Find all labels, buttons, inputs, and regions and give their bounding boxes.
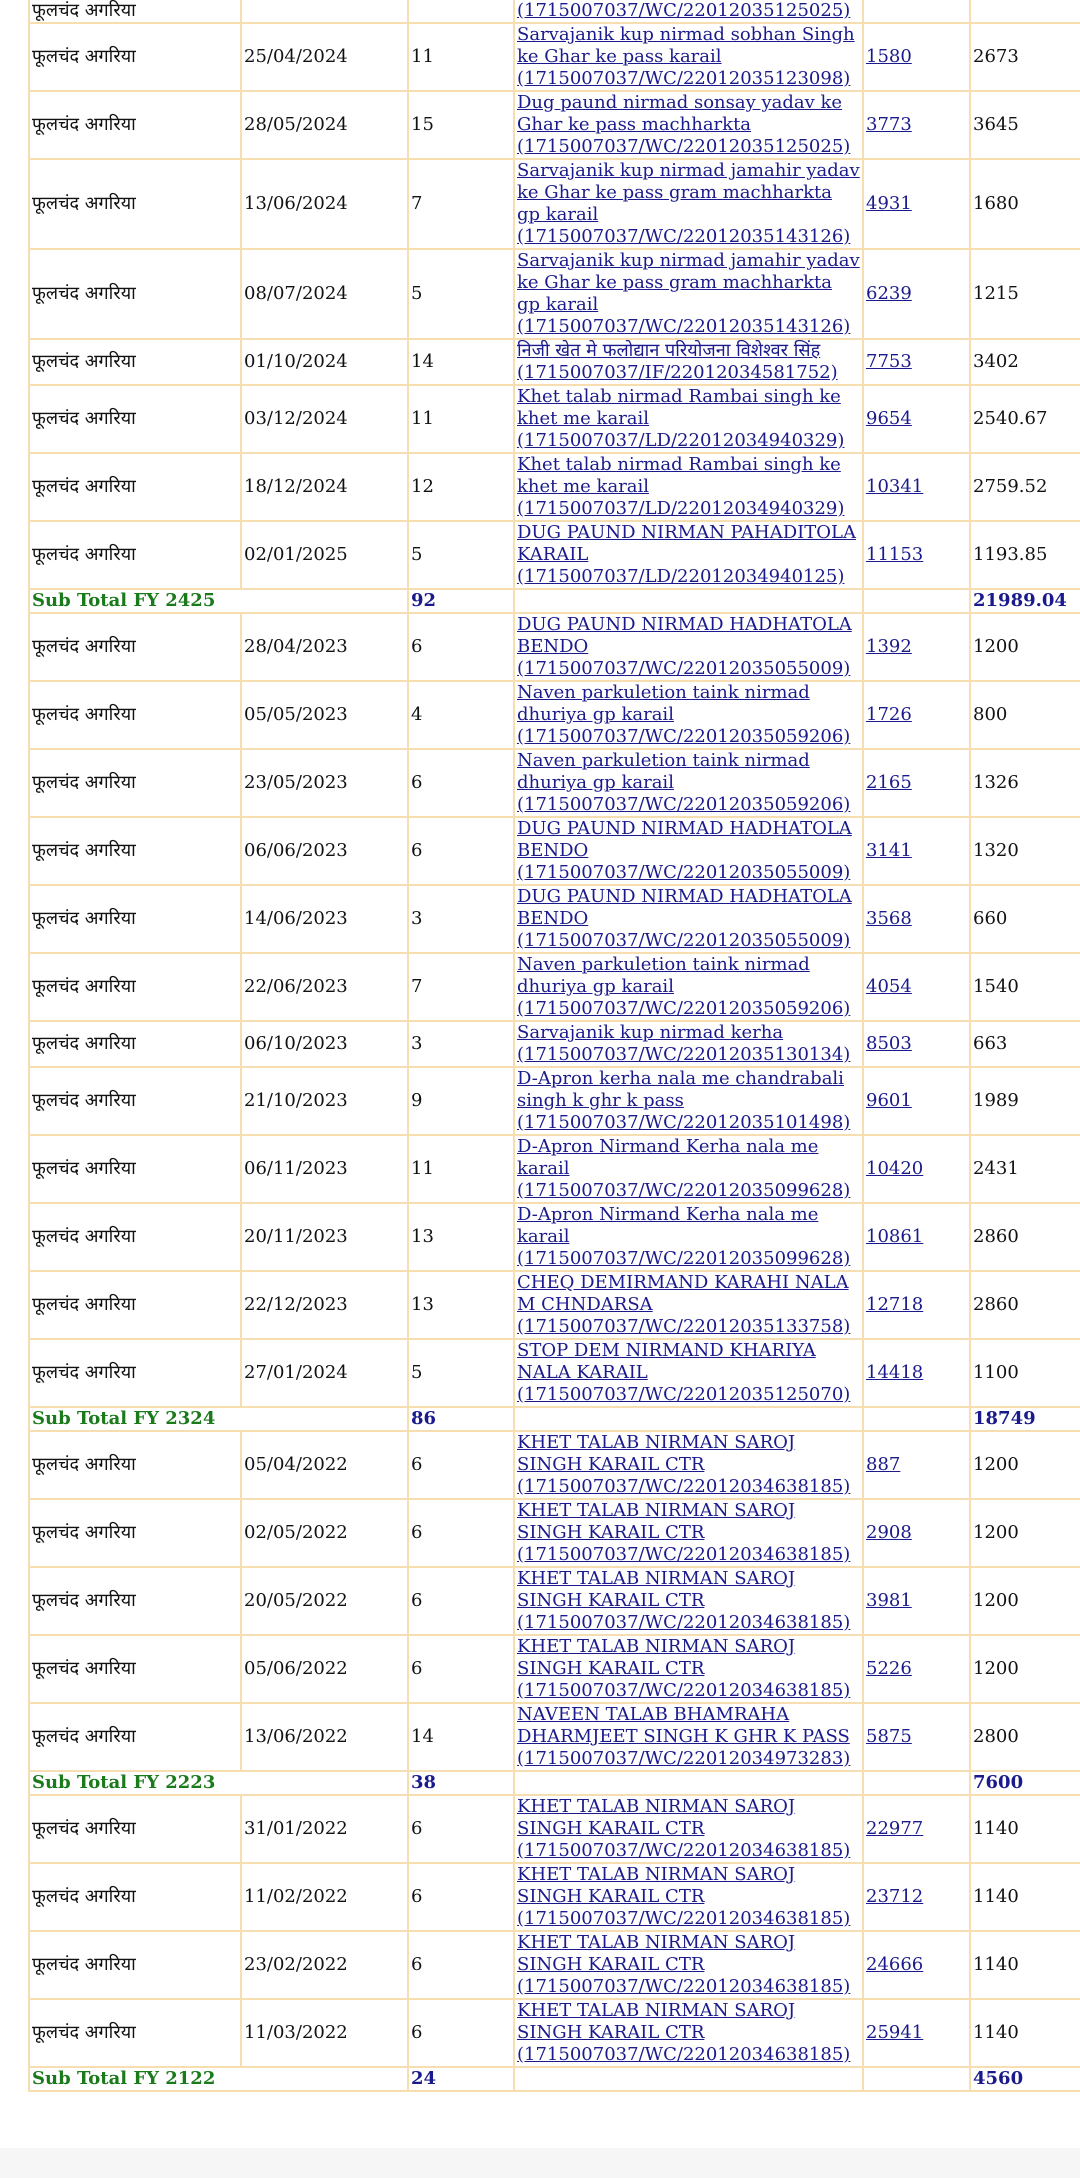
work-cell [514,681,863,749]
worker-name-cell: फूलचंद अगरिया [29,953,241,1021]
amount-cell: 1140 [970,1999,1080,2067]
muster-roll-cell [863,613,970,681]
muster-roll-link[interactable]: 1726 [866,704,912,725]
worker-name-cell: फूलचंद अगरिया [29,885,241,953]
subtotal-empty-cell [863,2067,970,2091]
date-cell: 28/05/2024 [241,91,408,159]
date-cell: 31/01/2022 [241,1795,408,1863]
muster-roll-link[interactable]: 4931 [866,193,912,214]
subtotal-amount: 4560 [970,2067,1080,2091]
work-cell [514,1567,863,1635]
muster-roll-cell [863,1203,970,1271]
days-cell: 6 [408,1999,514,2067]
days-cell: 7 [408,159,514,249]
muster-roll-link[interactable]: 1392 [866,636,912,657]
subtotal-row [29,2067,1080,2091]
muster-roll-cell [863,1067,970,1135]
muster-roll-cell [863,339,970,385]
date-cell: 28/04/2023 [241,613,408,681]
work-cell [514,1703,863,1771]
table-row [29,1499,1080,1567]
worker-name-cell: फूलचंद अगरिया [29,91,241,159]
muster-roll-link[interactable]: 3773 [866,114,912,135]
days-cell: 5 [408,249,514,339]
date-cell: 27/01/2024 [241,1339,408,1407]
table-row [29,1703,1080,1771]
table-row [29,1203,1080,1271]
table-row [29,385,1080,453]
work-cell [514,817,863,885]
work-link[interactable]: Sarvajanik kup nirmad sobhan Singh ke Ghar ke pass karail (1715007037/WC/22012035123098) [517,24,855,89]
days-cell: 4 [408,681,514,749]
work-cell [514,23,863,91]
work-link[interactable]: KHET TALAB NIRMAN SAROJ SINGH KARAIL CTR (1715007037/WC/22012034638185) [517,1796,851,1861]
muster-roll-cell [863,1931,970,1999]
worker-name-cell: फूलचंद अगरिया [29,1067,241,1135]
subtotal-days: 86 [408,1407,514,1431]
worker-name-cell: फूलचंद अगरिया [29,1999,241,2067]
amount-cell: 1140 [970,1931,1080,1999]
days-cell: 5 [408,1339,514,1407]
amount-cell: 1680 [970,159,1080,249]
date-cell: 06/11/2023 [241,1135,408,1203]
work-cell [514,1431,863,1499]
work-cell [514,91,863,159]
date-cell: 06/06/2023 [241,817,408,885]
muster-roll-link[interactable]: 6239 [866,283,912,304]
work-link[interactable]: D-Apron Nirmand Kerha nala me karail (1715007037/WC/22012035099628) [517,1136,851,1201]
muster-roll-cell [863,385,970,453]
subtotal-empty-cell [514,1407,863,1431]
work-cell [514,1931,863,1999]
table-row [29,1271,1080,1339]
muster-roll-link[interactable]: 8503 [866,1033,912,1054]
amount-cell: 1215 [970,249,1080,339]
muster-roll-cell [863,1999,970,2067]
muster-roll-cell [863,0,970,23]
amount-cell: 1140 [970,1863,1080,1931]
subtotal-empty-cell [514,589,863,613]
muster-roll-cell [863,1021,970,1067]
amount-cell: 2431 [970,1135,1080,1203]
work-cell [514,159,863,249]
muster-roll-cell [863,749,970,817]
worker-name-cell: फूलचंद अगरिया [29,159,241,249]
muster-roll-link[interactable]: 2908 [866,1522,912,1543]
table-row [29,1931,1080,1999]
date-cell: 13/06/2024 [241,159,408,249]
table-row [29,749,1080,817]
work-link[interactable]: Naven parkuletion taink nirmad dhuriya gp karail (1715007037/WC/22012035059206) [517,954,851,1019]
work-cell [514,1339,863,1407]
work-link[interactable]: Naven parkuletion taink nirmad dhuriya gp karail (1715007037/WC/22012035059206) [517,750,851,815]
work-cell [514,1021,863,1067]
muster-roll-link[interactable]: 12718 [866,1294,924,1315]
amount-cell: 1193.85 [970,521,1080,589]
muster-roll-link[interactable]: 7753 [866,351,912,372]
work-cell [514,749,863,817]
subtotal-label: Sub Total FY 2223 [29,1771,408,1795]
worker-name-cell: फूलचंद अगरिया [29,339,241,385]
table-row [29,521,1080,589]
amount-cell: 1140 [970,1795,1080,1863]
table-row [29,817,1080,885]
muster-roll-cell [863,249,970,339]
date-cell: 06/10/2023 [241,1021,408,1067]
table-row [29,885,1080,953]
work-cell [514,1499,863,1567]
muster-roll-cell [863,1271,970,1339]
days-cell: 6 [408,1635,514,1703]
muster-roll-cell [863,817,970,885]
date-cell: 22/06/2023 [241,953,408,1021]
amount-cell: 2759.52 [970,453,1080,521]
muster-roll-link[interactable]: 14418 [866,1362,924,1383]
work-cell [514,1863,863,1931]
days-cell: 7 [408,953,514,1021]
days-cell: 11 [408,1135,514,1203]
amount-cell: 2673 [970,23,1080,91]
muster-roll-cell [863,23,970,91]
muster-roll-link[interactable]: 3981 [866,1590,912,1611]
amount-cell: 1200 [970,1567,1080,1635]
muster-roll-cell [863,1863,970,1931]
muster-roll-link[interactable]: 10341 [866,476,924,497]
work-link[interactable]: DUG PAUND NIRMAD HADHATOLA BENDO (1715007037/WC/22012035055009) [517,818,852,883]
table-row [29,613,1080,681]
amount-cell: 2540.67 [970,385,1080,453]
date-cell: 20/05/2022 [241,1567,408,1635]
muster-roll-link[interactable]: 4054 [866,976,912,997]
amount-cell: 1540 [970,953,1080,1021]
work-link[interactable]: Naven parkuletion taink nirmad dhuriya gp karail (1715007037/WC/22012035059206) [517,682,851,747]
days-cell: 3 [408,885,514,953]
date-cell: 13/06/2022 [241,1703,408,1771]
work-link[interactable]: KHET TALAB NIRMAN SAROJ SINGH KARAIL CTR (1715007037/WC/22012034638185) [517,1432,851,1497]
muster-roll-link[interactable]: 22977 [866,1818,924,1839]
work-link[interactable]: KHET TALAB NIRMAN SAROJ SINGH KARAIL CTR (1715007037/WC/22012034638185) [517,1864,851,1929]
work-link[interactable]: KHET TALAB NIRMAN SAROJ SINGH KARAIL CTR (1715007037/WC/22012034638185) [517,1932,851,1997]
work-link[interactable]: DUG PAUND NIRMAD HADHATOLA BENDO (1715007037/WC/22012035055009) [517,886,852,951]
work-link[interactable]: निजी खेत मे फलोद्यान परियोजना विशेश्वर सिंह (1715007037/IF/22012034581752) [517,340,838,383]
amount-cell: 3402 [970,339,1080,385]
table-row [29,1135,1080,1203]
worker-name-cell: फूलचंद अगरिया [29,681,241,749]
amount-cell: 2800 [970,1703,1080,1771]
work-link[interactable]: D-Apron Nirmand Kerha nala me karail (1715007037/WC/22012035099628) [517,1204,851,1269]
amount-cell: 1200 [970,613,1080,681]
date-cell: 25/04/2024 [241,23,408,91]
table-row [29,249,1080,339]
work-link[interactable]: DUG PAUND NIRMAD HADHATOLA BENDO (1715007037/WC/22012035055009) [517,614,852,679]
amount-cell: 800 [970,681,1080,749]
date-cell: 11/02/2022 [241,1863,408,1931]
days-cell: 6 [408,1431,514,1499]
table-row [29,1431,1080,1499]
work-cell [514,0,863,23]
muster-roll-cell [863,159,970,249]
muster-roll-cell [863,681,970,749]
amount-cell: 3645 [970,91,1080,159]
subtotal-days: 92 [408,589,514,613]
table-row [29,953,1080,1021]
table-row [29,453,1080,521]
worker-name-cell: फूलचंद अगरिया [29,385,241,453]
days-cell: 15 [408,91,514,159]
subtotal-amount: 21989.04 [970,589,1080,613]
page-bottom-band [0,2148,1080,2178]
worker-name-cell: फूलचंद अगरिया [29,817,241,885]
worker-name-cell: फूलचंद अगरिया [29,1931,241,1999]
table-row [29,1795,1080,1863]
work-cell [514,1635,863,1703]
amount-cell: 2860 [970,1203,1080,1271]
subtotal-amount: 18749 [970,1407,1080,1431]
muster-roll-link[interactable]: 887 [866,1454,901,1475]
muster-roll-cell [863,1431,970,1499]
amount-cell: 1989 [970,1067,1080,1135]
work-cell [514,1135,863,1203]
muster-roll-link[interactable]: 11153 [866,544,924,565]
work-link[interactable]: DUG PAUND NIRMAN PAHADITOLA KARAIL (1715007037/LD/22012034940125) [517,522,856,587]
date-cell: 05/05/2023 [241,681,408,749]
muster-roll-cell [863,1635,970,1703]
subtotal-empty-cell [863,1407,970,1431]
table-row [29,159,1080,249]
date-cell: 05/04/2022 [241,1431,408,1499]
work-link[interactable]: Sarvajanik kup nirmad jamahir yadav ke Ghar ke pass gram machharkta gp karail (1715007037/WC/22012035143126) [517,250,860,337]
worker-name-cell: फूलचंद अगरिया [29,1203,241,1271]
muster-roll-cell [863,1499,970,1567]
days-cell: 3 [408,1021,514,1067]
table-row [29,339,1080,385]
subtotal-label: Sub Total FY 2324 [29,1407,408,1431]
muster-roll-cell [863,521,970,589]
days-cell: 6 [408,613,514,681]
days-cell: 12 [408,453,514,521]
table-row [29,1067,1080,1135]
days-cell: 6 [408,1567,514,1635]
work-cell [514,521,863,589]
muster-roll-link[interactable]: 9654 [866,408,912,429]
work-cell [514,249,863,339]
date-cell: 02/01/2025 [241,521,408,589]
worker-name-cell: फूलचंद अगरिया [29,1021,241,1067]
date-cell: 01/10/2024 [241,339,408,385]
subtotal-days: 24 [408,2067,514,2091]
muster-roll-cell [863,91,970,159]
work-link[interactable]: Khet talab nirmad Rambai singh ke khet me karail (1715007037/LD/22012034940329) [517,454,845,519]
work-link[interactable]: KHET TALAB NIRMAN SAROJ SINGH KARAIL CTR (1715007037/WC/22012034638185) [517,1568,851,1633]
muster-roll-link[interactable]: 3568 [866,908,912,929]
muster-roll-cell [863,1339,970,1407]
muster-roll-link[interactable]: 23712 [866,1886,924,1907]
worker-name-cell: फूलचंद अगरिया [29,1135,241,1203]
worker-name-cell: फूलचंद अगरिया [29,1499,241,1567]
muster-roll-cell [863,453,970,521]
muster-roll-link[interactable]: 5875 [866,1726,912,1747]
days-cell: 9 [408,1067,514,1135]
muster-roll-cell [863,953,970,1021]
date-cell: 23/02/2022 [241,1931,408,1999]
muster-roll-link[interactable]: 3141 [866,840,912,861]
muster-roll-cell [863,1703,970,1771]
muster-roll-cell [863,1567,970,1635]
worker-name-cell: फूलचंद अगरिया [29,453,241,521]
date-cell: 23/05/2023 [241,749,408,817]
days-cell: 5 [408,521,514,589]
date-cell: 20/11/2023 [241,1203,408,1271]
worker-name-cell: फूलचंद अगरिया [29,1339,241,1407]
work-cell [514,953,863,1021]
amount-cell: 1200 [970,1499,1080,1567]
work-cell [514,1999,863,2067]
work-cell [514,1795,863,1863]
date-cell: 14/06/2023 [241,885,408,953]
work-link[interactable]: Sarvajanik kup nirmad jamahir yadav ke Ghar ke pass gram machharkta gp karail (1715007037/WC/22012035143126) [517,160,860,247]
date-cell [241,0,408,23]
work-link[interactable]: NAVEEN TALAB BHAMRAHA DHARMJEET SINGH K GHR K PASS (1715007037/WC/22012034973283) [517,1704,851,1769]
worker-name-cell: फूलचंद अगरिया [29,1567,241,1635]
subtotal-row [29,589,1080,613]
worker-name-cell: फूलचंद अगरिया [29,521,241,589]
muster-roll-cell [863,1135,970,1203]
subtotal-label: Sub Total FY 2122 [29,2067,408,2091]
muster-roll-link[interactable]: 25941 [866,2022,924,2043]
days-cell: 14 [408,339,514,385]
worker-name-cell: फूलचंद अगरिया [29,23,241,91]
days-cell: 14 [408,1703,514,1771]
amount-cell: 2860 [970,1271,1080,1339]
table-row [29,91,1080,159]
work-link[interactable]: D-Apron kerha nala me chandrabali singh k ghr k pass (1715007037/WC/22012035101498) [517,1068,851,1133]
table-row [29,1339,1080,1407]
subtotal-row [29,1771,1080,1795]
worker-name-cell: फूलचंद अगरिया [29,1431,241,1499]
days-cell: 13 [408,1271,514,1339]
subtotal-row [29,1407,1080,1431]
muster-roll-link[interactable]: 2165 [866,772,912,793]
amount-cell: 1100 [970,1339,1080,1407]
amount-cell: 660 [970,885,1080,953]
days-cell: 6 [408,817,514,885]
work-cell [514,1203,863,1271]
muster-roll-cell [863,885,970,953]
date-cell: 21/10/2023 [241,1067,408,1135]
work-link[interactable]: Dug paund nirmad sonsay yadav ke Ghar ke pass machharkta (1715007037/WC/22012035125025) [517,92,851,157]
days-cell: 6 [408,749,514,817]
work-cell [514,339,863,385]
muster-roll-link[interactable]: 1580 [866,46,912,67]
worker-name-cell: फूलचंद अगरिया [29,613,241,681]
worker-name-cell: फूलचंद अगरिया [29,1635,241,1703]
days-cell: 6 [408,1931,514,1999]
table-row [29,681,1080,749]
amount-cell: 1320 [970,817,1080,885]
work-link[interactable]: (1715007037/WC/22012035125025) [517,0,851,21]
muster-roll-link[interactable]: 9601 [866,1090,912,1111]
work-cell [514,885,863,953]
days-cell: 6 [408,1499,514,1567]
work-link[interactable]: KHET TALAB NIRMAN SAROJ SINGH KARAIL CTR (1715007037/WC/22012034638185) [517,1636,851,1701]
worker-name-cell: फूलचंद अगरिया [29,1863,241,1931]
worker-name-cell: फूलचंद अगरिया [29,0,241,23]
table-row [29,1021,1080,1067]
amount-cell: 1200 [970,1431,1080,1499]
worker-name-cell: फूलचंद अगरिया [29,1271,241,1339]
days-cell: 6 [408,1863,514,1931]
days-cell: 11 [408,23,514,91]
worker-name-cell: फूलचंद अगरिया [29,1795,241,1863]
table-row [29,23,1080,91]
muster-roll-cell [863,1795,970,1863]
date-cell: 22/12/2023 [241,1271,408,1339]
muster-roll-link[interactable]: 10861 [866,1226,924,1247]
work-link[interactable]: CHEQ DEMIRMAND KARAHI NALA M CHNDARSA (1715007037/WC/22012035133758) [517,1272,851,1337]
date-cell: 18/12/2024 [241,453,408,521]
work-link[interactable]: STOP DEM NIRMAND KHARIYA NALA KARAIL (1715007037/WC/22012035125070) [517,1340,851,1405]
date-cell: 05/06/2022 [241,1635,408,1703]
days-cell: 13 [408,1203,514,1271]
days-cell: 6 [408,1795,514,1863]
amount-cell: 1326 [970,749,1080,817]
amount-cell: 1200 [970,1635,1080,1703]
payment-table-body [29,0,1080,2091]
subtotal-amount: 7600 [970,1771,1080,1795]
work-link[interactable]: Sarvajanik kup nirmad kerha (1715007037/WC/22012035130134) [517,1022,851,1065]
subtotal-empty-cell [863,1771,970,1795]
table-row [29,1863,1080,1931]
muster-roll-link[interactable]: 24666 [866,1954,924,1975]
work-cell [514,385,863,453]
date-cell: 11/03/2022 [241,1999,408,2067]
date-cell: 02/05/2022 [241,1499,408,1567]
work-link[interactable]: Khet talab nirmad Rambai singh ke khet me karail (1715007037/LD/22012034940329) [517,386,845,451]
work-link[interactable]: KHET TALAB NIRMAN SAROJ SINGH KARAIL CTR (1715007037/WC/22012034638185) [517,1500,851,1565]
work-cell [514,453,863,521]
subtotal-empty-cell [514,1771,863,1795]
muster-roll-link[interactable]: 5226 [866,1658,912,1679]
amount-cell: 663 [970,1021,1080,1067]
work-link[interactable]: KHET TALAB NIRMAN SAROJ SINGH KARAIL CTR (1715007037/WC/22012034638185) [517,2000,851,2065]
subtotal-empty-cell [863,589,970,613]
worker-name-cell: फूलचंद अगरिया [29,749,241,817]
subtotal-days: 38 [408,1771,514,1795]
worker-name-cell: फूलचंद अगरिया [29,249,241,339]
table-row [29,1635,1080,1703]
muster-roll-link[interactable]: 10420 [866,1158,924,1179]
subtotal-label: Sub Total FY 2425 [29,589,408,613]
days-cell [408,0,514,23]
days-cell: 11 [408,385,514,453]
table-row [29,1567,1080,1635]
work-cell [514,1067,863,1135]
date-cell: 03/12/2024 [241,385,408,453]
subtotal-empty-cell [514,2067,863,2091]
work-cell [514,613,863,681]
table-row [29,1999,1080,2067]
table-row [29,0,1080,23]
date-cell: 08/07/2024 [241,249,408,339]
worker-name-cell: फूलचंद अगरिया [29,1703,241,1771]
work-cell [514,1271,863,1339]
amount-cell [970,0,1080,23]
payment-table [28,0,1080,2092]
